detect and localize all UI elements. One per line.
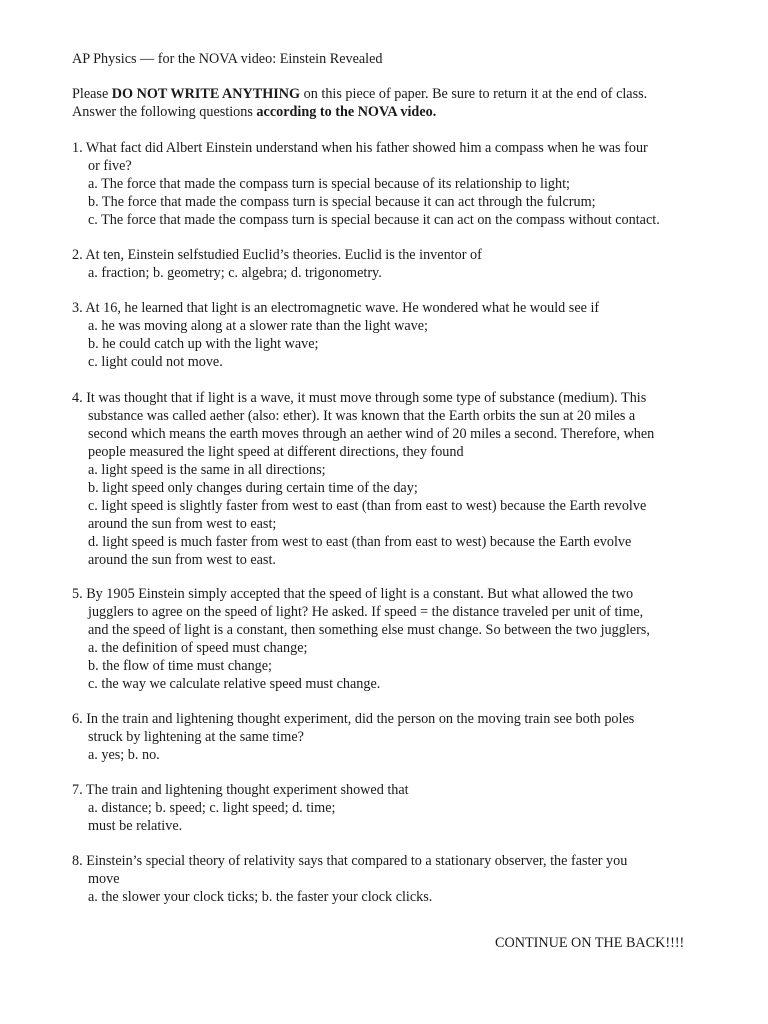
answer-option: b. the flow of time must change; xyxy=(88,658,273,674)
question-text-line: jugglers to agree on the speed of light? He asked. If speed = the distance traveled per unit of time, xyxy=(88,604,644,620)
instructions-line-2 xyxy=(72,103,647,121)
question-text-line: 5. By 1905 Einstein simply accepted that the speed of light is a constant. But what allowed the two xyxy=(72,586,634,602)
question-text-line: substance was called aether (also: ether). It was known that the Earth orbits the sun at 20 miles a xyxy=(88,408,636,424)
instructions-line-1 xyxy=(72,85,647,103)
worksheet-title: AP Physics — for the NOVA video: Einstein Revealed xyxy=(72,51,383,67)
question-8 xyxy=(72,852,732,906)
question-text-line: struck by lightening at the same time? xyxy=(88,729,304,745)
question-1 xyxy=(72,139,732,229)
question-5 xyxy=(72,585,732,693)
question-3 xyxy=(72,299,732,371)
answer-option: a. The force that made the compass turn is special because of its relationship to light; xyxy=(88,176,570,192)
instructions-line-1-post: on this piece of paper. Be sure to return it at the end of class. xyxy=(300,86,648,102)
instructions xyxy=(72,85,647,121)
answer-option-continuation: around the sun from west to east; xyxy=(88,516,277,532)
answer-option: a. light speed is the same in all directions; xyxy=(88,462,326,478)
question-text-line: 4. It was thought that if light is a wave, it must move through some type of substance (medium). This xyxy=(72,390,647,406)
instructions-emphasis-do-not-write: DO NOT WRITE ANYTHING xyxy=(111,86,301,102)
question-text-line: move xyxy=(88,871,120,887)
answer-option: c. light speed is slightly faster from west to east (than from east to west) because the Earth revolve xyxy=(88,498,647,514)
answer-option: b. light speed only changes during certain time of the day; xyxy=(88,480,418,496)
instructions-line-2-pre: Answer the following questions xyxy=(72,104,257,120)
question-text-line: 7. The train and lightening thought experiment showed that xyxy=(72,782,409,798)
question-text-line: 3. At 16, he learned that light is an electromagnetic wave. He wondered what he would see if xyxy=(72,300,600,316)
answer-option-continuation: must be relative. xyxy=(88,818,183,834)
question-text-line: 6. In the train and lightening thought experiment, did the person on the moving train see both poles xyxy=(72,711,635,727)
answer-option: a. the definition of speed must change; xyxy=(88,640,308,656)
question-text-line: or five? xyxy=(88,158,132,174)
question-text-line: 8. Einstein’s special theory of relativity says that compared to a stationary observer, the faster you xyxy=(72,853,628,869)
question-6 xyxy=(72,710,732,764)
answer-option: c. light could not move. xyxy=(88,354,223,370)
question-text-line: and the speed of light is a constant, then something else must change. So between the two jugglers, xyxy=(88,622,650,638)
answer-option-continuation: around the sun from west to east. xyxy=(88,552,276,568)
question-text-line: second which means the earth moves through an aether wind of 20 miles a second. Therefore, when xyxy=(88,426,655,442)
instructions-line-1-pre: Please xyxy=(72,86,112,102)
question-4 xyxy=(72,389,732,569)
question-2 xyxy=(72,246,732,282)
instructions-emphasis-nova-video: according to the NOVA video. xyxy=(256,104,437,120)
answer-option: a. distance; b. speed; c. light speed; d. time; xyxy=(88,800,336,816)
answer-option: b. he could catch up with the light wave; xyxy=(88,336,319,352)
answer-option: a. he was moving along at a slower rate than the light wave; xyxy=(88,318,429,334)
question-7 xyxy=(72,781,732,835)
answer-option: c. The force that made the compass turn is special because it can act on the compass without contact. xyxy=(88,212,660,228)
continue-on-back-note: CONTINUE ON THE BACK!!!! xyxy=(495,935,685,951)
answer-option: a. yes; b. no. xyxy=(88,747,160,763)
answer-option: b. The force that made the compass turn is special because it can act through the fulcrum; xyxy=(88,194,596,210)
answer-option: d. light speed is much faster from west to east (than from east to west) because the Earth evolve xyxy=(88,534,632,550)
question-text-line: people measured the light speed at different directions, they found xyxy=(88,444,464,460)
answer-option: a. the slower your clock ticks; b. the faster your clock clicks. xyxy=(88,889,433,905)
answer-option: c. the way we calculate relative speed must change. xyxy=(88,676,381,692)
question-text-line: 1. What fact did Albert Einstein understand when his father showed him a compass when he was four xyxy=(72,140,648,156)
answer-option: a. fraction; b. geometry; c. algebra; d. trigonometry. xyxy=(88,265,382,281)
question-text-line: 2. At ten, Einstein selfstudied Euclid’s theories. Euclid is the inventor of xyxy=(72,247,482,263)
